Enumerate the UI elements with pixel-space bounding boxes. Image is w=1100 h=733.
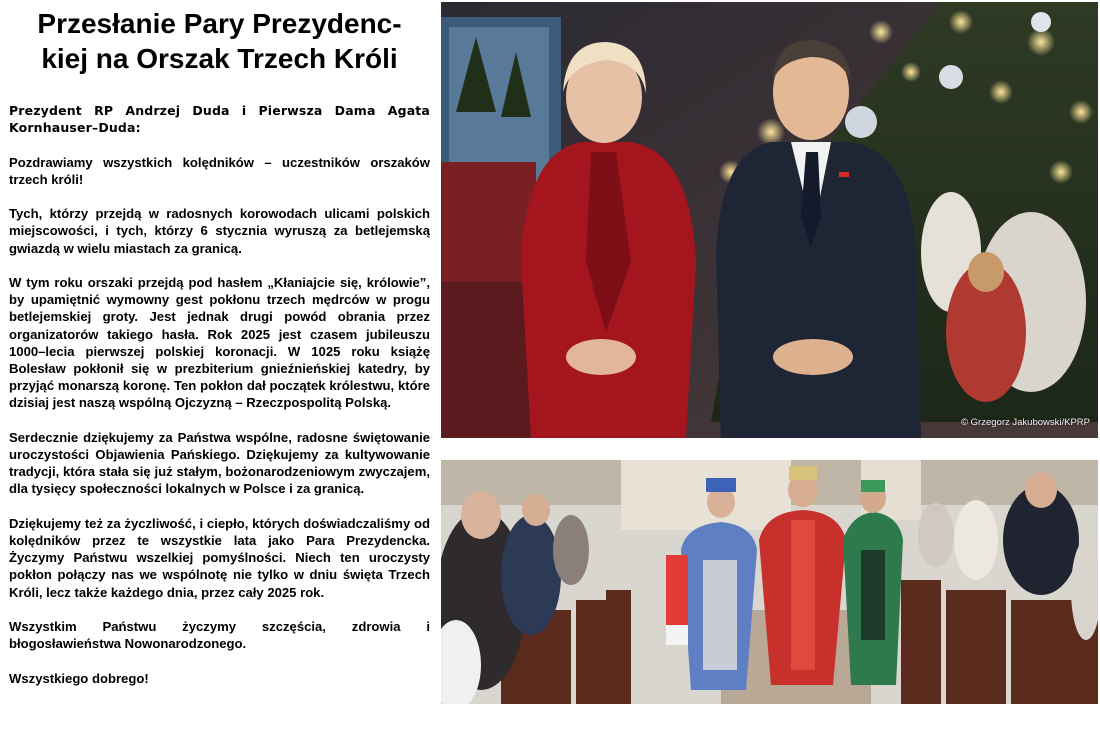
three-kings-procession-image <box>441 460 1098 704</box>
article-title <box>9 0 430 76</box>
paragraph-kindness: Dziękujemy też za życzliwość, i ciepło, których doświadczaliśmy od kolędników przez te wszystkie lata jako Para Prezydencka. Życzymy Państwu wszelkiej pomyślności. Niech ten uroczysty pokłon połączy nas we wspólnotę nie tylko w dniu święta Trzech Króli, lecz także każdego dnia, przez cały 2025 rok. <box>9 515 430 600</box>
title-line-2: kiej na Orszak Trzech Króli <box>41 43 398 74</box>
article-column <box>9 0 430 704</box>
paragraph-motto: W tym roku orszaki przejdą pod hasłem „Kłaniajcie się, królowie”, by upamiętnić wymowny gest pokłonu trzech mędrców w progu betlejemskiej groty. Jest jednak drugi powód obrania przez organizatorów takiego hasła. Rok 2025 jest czasem jubileuszu 1000–lecia pierwszej polskiej koronacji. W 1025 roku książę Bolesław pokłonił się w prezbiterium gnieźnieńskiej katedry, by przyjąć monarszą koronę. Ten pokłon dał początek królestwu, które dzisiaj jest naszą wspólną Ojczyzną – Rzeczpospolitą Polską. <box>9 274 430 411</box>
article-intro: Prezydent RP Andrzej Duda i Pierwsza Dama Agata Kornhauser–Duda: <box>9 103 430 136</box>
paragraph-greeting: Pozdrawiamy wszystkich kolędników – uczestników orszaków trzech króli! <box>9 154 430 187</box>
paragraph-thanks: Serdecznie dziękujemy za Państwa wspólne, radosne świętowanie uroczystości Objawienia Pańskiego. Dziękujemy za kultywowanie tradycji, która stała się już stałym, bożonarodzeniowym zwyczajem, dla tysięcy społeczności lokalnych w Polsce i za granicą. <box>9 429 430 497</box>
presidential-couple-photo <box>441 2 1098 438</box>
title-line-1: Przesłanie Pary Prezydenc- <box>37 8 402 39</box>
three-kings-procession-photo <box>441 460 1098 704</box>
photo-credit: © Grzegorz Jakubowski/KPRP <box>961 417 1090 428</box>
article-body <box>9 102 430 687</box>
presidential-couple-image <box>441 2 1098 438</box>
paragraph-wishes: Wszystkim Państwu życzymy szczęścia, zdrowia i błogosławieństwa Nowonarodzonego. <box>9 619 430 652</box>
paragraph-closing: Wszystkiego dobrego! <box>9 670 149 686</box>
paragraph-processions: Tych, którzy przejdą w radosnych korowodach ulicami polskich miejscowości, i tych, którzy 6 stycznia wyruszą za betlejemską gwiazdą w wielu miastach za granicą. <box>9 206 430 256</box>
